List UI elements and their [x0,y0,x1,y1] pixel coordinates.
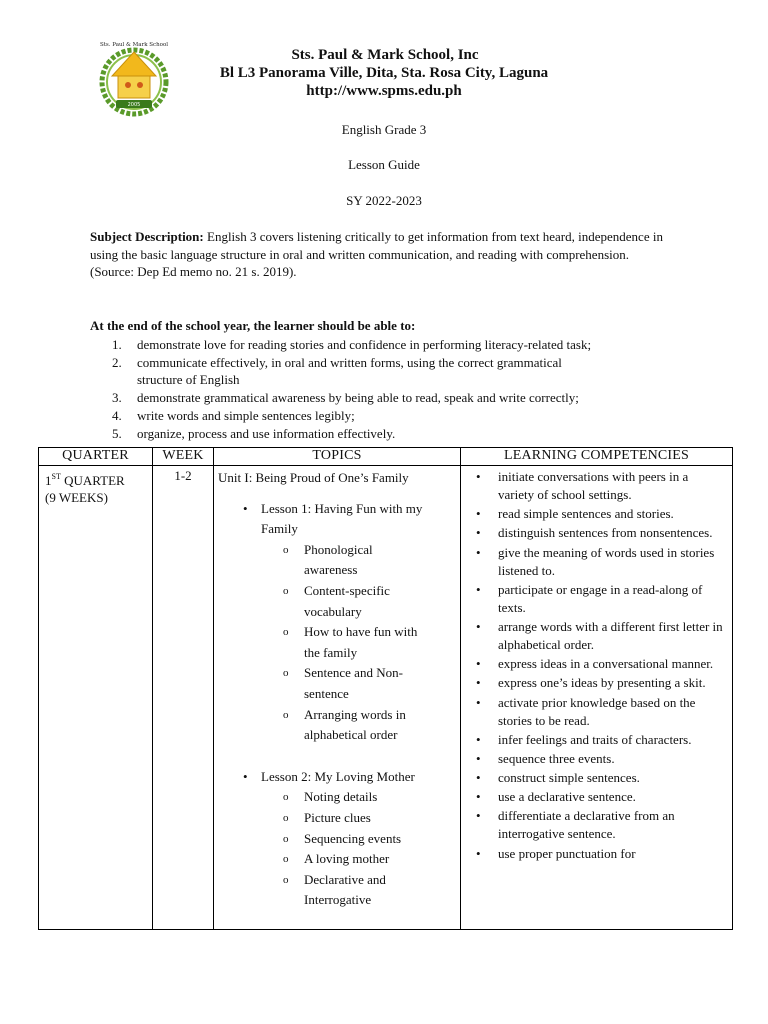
list-item: o Picture clues [283,809,371,825]
list-item: o Phonological awareness [283,541,373,578]
school-website: http://www.spms.edu.ph [306,83,462,99]
school-address: Bl L3 Panorama Ville, Dita, Sta. Rosa City, Laguna [219,65,549,81]
list-item: o Arranging words in alphabetical order [283,706,406,743]
description-label: Subject Description: [90,229,204,244]
lesson-1: • Lesson 1: Having Fun with my Family [243,500,423,537]
header-topics: TOPICS [214,448,461,466]
list-item: o Content-specific vocabulary [283,582,390,619]
doc-type: Lesson Guide [348,157,420,172]
outcome-item: 5. organize, process and use information effectively. [112,425,396,441]
bullet-icon: • [243,500,248,516]
list-item: • infer feelings and traits of characters. [476,731,692,747]
list-item: o Noting details [283,789,378,805]
outcome-item: 4. write words and simple sentences legibly; [112,407,355,423]
list-item: • express one’s ideas by presenting a skit. [476,675,706,691]
list-item: • activate prior knowledge based on the stories to be read. [476,694,696,728]
header-week: WEEK [153,448,214,466]
quarter-cell: 1ST QUARTER (9 WEEKS) [39,466,153,930]
lesson-guide-table [38,447,733,930]
week-cell: 1-2 [153,466,214,930]
list-item: • give the meaning of words used in stories listened to. [476,544,715,578]
course-title: English Grade 3 [341,122,427,137]
school-year: SY 2022-2023 [346,193,422,208]
outcome-item: 1. demonstrate love for reading stories and confidence in performing literacy-related task; [112,337,592,352]
header-quarter: QUARTER [39,448,153,466]
list-item: o Sequencing events [283,830,402,846]
lesson-2: • Lesson 2: My Loving Mother [218,767,460,788]
outcomes-title: At the end of the school year, the learner should be able to: [90,318,416,333]
lesson-1-subtopics [218,540,460,746]
list-item: o How to have fun with the family [283,624,418,660]
lesson-2-subtopics [218,787,460,911]
school-header [0,46,768,100]
header-competencies: LEARNING COMPETENCIES [461,448,733,466]
table-row [39,466,733,930]
list-item: • distinguish sentences from nonsentences. [476,525,713,541]
logo-year: 2005 [127,102,141,108]
bullet-icon: • [243,768,248,784]
list-item: o Declarative and Interrogative [283,871,386,908]
school-name: Sts. Paul & Mark School, Inc [291,47,479,63]
list-item: • initiate conversations with peers in a variety of school settings. [476,469,689,502]
list-item: • use proper punctuation for [476,845,636,861]
description-text: English 3 covers listening critically to get information from text heard, independence in using the basic language structure in oral and written communication, and reading with comprehension. [90,229,663,262]
subject-description [90,228,670,281]
description-source: (Source: Dep Ed memo no. 21 s. 2019). [90,264,297,280]
list-item: • participate or engage in a read-along of texts. [476,581,703,615]
list-item: • arrange words with a different first letter in alphabetical order. [476,618,723,652]
list-item: • use a declarative sentence. [476,789,636,805]
list-item: o Sentence and Non-sentence [283,665,403,701]
list-item: • differentiate a declarative from an interrogative sentence. [476,808,675,842]
outcome-item: 2. communicate effectively, in oral and written forms, using the correct grammatical structure of English [112,354,562,388]
list-item: • read simple sentences and stories. [476,506,674,522]
competencies-list [461,466,732,863]
outcome-item: 3. demonstrate grammatical awareness by being able to read, speak and write correctly; [112,390,579,406]
list-item: • express ideas in a conversational manner. [476,656,714,672]
list-item: o A loving mother [283,851,390,867]
topics-cell [214,466,461,930]
list-item: • construct simple sentences. [476,770,640,786]
outcomes-list [0,336,677,442]
table-header-row [39,448,733,466]
competencies-cell [461,466,733,930]
logo-text: Sts. Paul & Mark School [99,42,169,48]
unit-title: Unit I: Being Proud of One’s Family [218,470,409,485]
list-item: • sequence three events. [476,750,615,766]
